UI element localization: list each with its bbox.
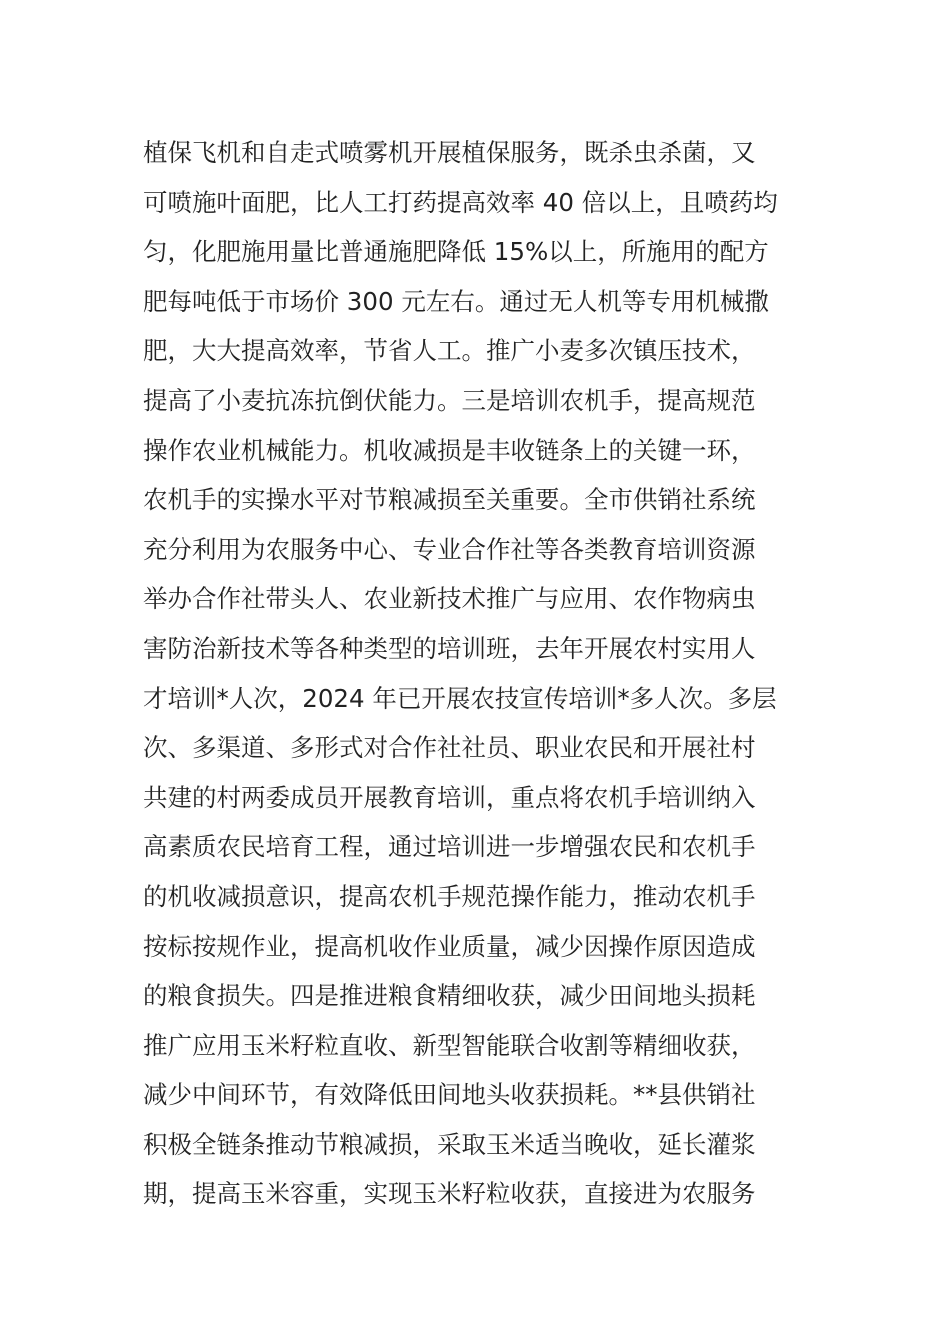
text-line-17: 按标按规作业，提高机收作业质量，减少因操作原因造成: [143, 931, 756, 961]
text-line-6: 提高了小麦抗冻抗倒伏能力。三是培训农机手，提高规范: [143, 385, 756, 415]
text-line-2: 可喷施叶面肥，比人工打药提高效率 40 倍以上，且喷药均: [143, 187, 778, 217]
text-line-5: 肥，大大提高效率，节省人工。推广小麦多次镇压技术，: [143, 336, 756, 366]
text-line-16: 的机收减损意识，提高农机手规范操作能力，推动农机手: [143, 881, 756, 911]
text-line-4: 肥每吨低于市场价 300 元左右。通过无人机等专用机械撒: [143, 286, 769, 316]
text-line-18: 的粮食损失。四是推进粮食精细收获，减少田间地头损耗: [143, 981, 756, 1011]
text-line-13: 次、多渠道、多形式对合作社社员、职业农民和开展社村: [143, 733, 756, 763]
text-line-10: 举办合作社带头人、农业新技术推广与应用、农作物病虫: [143, 584, 756, 614]
text-line-20: 减少中间环节，有效降低田间地头收获损耗。**县供销社: [143, 1080, 756, 1110]
text-line-19: 推广应用玉米籽粒直收、新型智能联合收割等精细收获，: [143, 1030, 756, 1060]
text-line-21: 积极全链条推动节粮减损，采取玉米适当晚收，延长灌浆: [143, 1129, 756, 1159]
text-line-15: 高素质农民培育工程，通过培训进一步增强农民和农机手: [143, 832, 756, 862]
body-text: [143, 128, 813, 1219]
text-line-3: 匀，化肥施用量比普通施肥降低 15%以上，所施用的配方: [143, 237, 769, 267]
text-line-11: 害防治新技术等各种类型的培训班，去年开展农村实用人: [143, 633, 756, 663]
text-line-9: 充分利用为农服务中心、专业合作社等各类教育培训资源: [143, 534, 756, 564]
text-line-12: 才培训*人次，2024 年已开展农技宣传培训*多人次。多层: [143, 683, 777, 713]
text-line-1: 植保飞机和自走式喷雾机开展植保服务，既杀虫杀菌，又: [143, 138, 756, 167]
text-line-8: 农机手的实操水平对节粮减损至关重要。全市供销社系统: [143, 485, 756, 515]
text-line-22: 期，提高玉米容重，实现玉米籽粒收获，直接进为农服务: [143, 1179, 756, 1209]
text-line-7: 操作农业机械能力。机收减损是丰收链条上的关键一环，: [143, 435, 756, 465]
text-line-14: 共建的村两委成员开展教育培训，重点将农机手培训纳入: [143, 782, 756, 812]
